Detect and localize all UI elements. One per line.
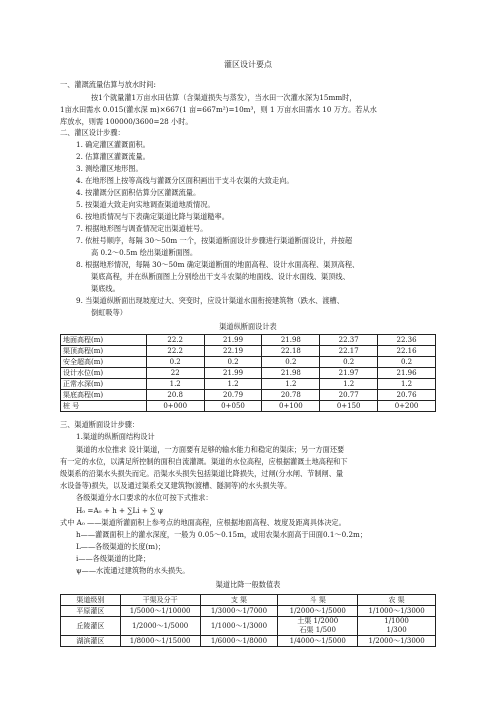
table-header-cell: 渠道级别: [61, 595, 121, 606]
section3-para-line: 有一定的水位，以满足所控制的面积自流灌溉。渠道的水位高程，应根据灌溉土地高程和下: [60, 457, 348, 466]
step-item: 6. 按地质情况与下表确定渠道比降与渠道糙率。: [76, 212, 229, 221]
table-header-cell: 斗 渠: [278, 595, 358, 606]
table-cell: 21.98: [262, 368, 320, 379]
table-cell: 21.98: [262, 335, 320, 346]
row-label-cell: 正常水深(m): [61, 379, 147, 390]
table-cell: 1/2000～1/5000: [120, 617, 200, 636]
table-cell: 20.76: [378, 390, 436, 401]
section3-subheading: 1.渠道的纵断面结构设计: [76, 432, 155, 441]
table-cell: 1.2: [378, 379, 436, 390]
table2-caption: 渠道比降一般数值表: [215, 580, 281, 589]
step-item: 7. 根据地形图与调查情况定出渠道桩号。: [76, 224, 208, 233]
table-cell: 1.2: [262, 379, 320, 390]
step-item: 2. 估算灌区灌溉流量。: [76, 152, 150, 161]
table-row: [61, 346, 436, 357]
section3-para-line: 渠道的水位推求 设计渠道，一方面要有足够的输水能力和稳定的渠床；另一方面还要: [76, 445, 345, 454]
table-cell: 22: [146, 368, 204, 379]
step-item: 9. 当渠道纵断面出现坡度过大、突变时，应设计渠道水面衔接建筑物（跌水、渡槽、: [76, 296, 344, 305]
table-row: [61, 617, 436, 636]
step-item: 8. 根据地形情况，每隔 30～50m 确定渠道断面的地面高程、设计水面高程、渠顶高程、: [76, 260, 360, 269]
step-item: 4. 在地形图上按等高线与灌溉分区面积画出干支斗农渠的大致走向。: [76, 176, 294, 185]
table-cell: 22.2: [146, 346, 204, 357]
table-cell: 21.99: [204, 335, 262, 346]
table-row: [61, 390, 436, 401]
table-row: [61, 379, 436, 390]
table-cell: 21.96: [378, 368, 436, 379]
table-cell: 0+000: [146, 401, 204, 412]
table-cell: 平原灌区: [61, 606, 121, 617]
table-cell: [278, 617, 358, 636]
row-label-cell: 桩 号: [61, 401, 147, 412]
table-cell: 1/3000～1/7000: [200, 606, 278, 617]
channel-slope-table: [60, 594, 436, 647]
table-cell: 0+200: [378, 401, 436, 412]
table-cell: 1/4000～1/5000: [278, 636, 358, 647]
cell-line: 1/1000: [384, 617, 409, 625]
step-item: 5. 按渠道大致走向实地调查渠道地质情况。: [76, 200, 215, 209]
table-cell: 1.2: [146, 379, 204, 390]
table-cell: 0.2: [320, 357, 378, 368]
table-cell: 0+100: [262, 401, 320, 412]
table-row: [61, 357, 436, 368]
table-cell: 22.37: [320, 335, 378, 346]
doc-title: 灌区设计要点: [224, 60, 272, 69]
step-item: 3. 测绘灌区地形图。: [76, 164, 143, 173]
table-cell: 1/2000～1/3000: [358, 636, 436, 647]
row-label-cell: 地面高程(m): [61, 335, 147, 346]
formula-definition: i——各级渠道的比降；: [76, 554, 151, 563]
formula-definition: 式中 A₀ ——渠道所灌面积上参考点的地面高程，应根据地面高程、坡度及距离具体决定。: [60, 518, 346, 527]
table-cell: 20.79: [204, 390, 262, 401]
table-cell: 0.2: [378, 357, 436, 368]
table-cell: 0.2: [262, 357, 320, 368]
table-cell: 1/1000～1/3000: [200, 617, 278, 636]
step-item: 渠底高程，并在纵断面图上分别绘出干支斗农渠的地面线、设计水面线、渠顶线、: [91, 272, 350, 281]
table-cell: 1/6000～1/8000: [200, 636, 278, 647]
table-row: [61, 595, 436, 606]
table1-caption: 渠道纵断面设计表: [219, 322, 277, 331]
table-cell: 21.99: [204, 368, 262, 379]
formula-definition: h——灌溉面积上的灌水深度，一般为 0.05～0.15m，或用农渠水面高于田面0.1～0.2m；: [76, 530, 368, 539]
step-item: 高 0.2～0.5m 绘出渠道断面图。: [91, 248, 198, 257]
table-cell: 1/5000～1/10000: [120, 606, 200, 617]
table-cell: 22.18: [262, 346, 320, 357]
step-item: 渠底线。: [91, 284, 120, 293]
table-cell: 22.19: [204, 346, 262, 357]
cell-line: 石渠 1/500: [299, 626, 336, 634]
table-cell: 22.17: [320, 346, 378, 357]
formula-definition: L——各级渠道的长度(m)；: [76, 542, 166, 551]
section1-para-line: 库放水，则需 100000/3600=28 小时。: [60, 117, 193, 126]
table-cell: 22.2: [146, 335, 204, 346]
table-cell: 0+150: [320, 401, 378, 412]
row-label-cell: 安全超高(m): [61, 357, 147, 368]
section1-para-line: 1亩水田需水 0.015(灌水深 m)×667(1 亩=667m²)=10m³，则 1 万亩水田需水 10 万方。若从水: [60, 105, 377, 114]
cell-line: 土渠 1/2000: [297, 617, 339, 625]
table-cell: 22.36: [378, 335, 436, 346]
step-item: 4. 按灌溉分区面积估算分区灌溉流量。: [76, 188, 201, 197]
row-label-cell: 设计水位(m): [61, 368, 147, 379]
section3-para-line: 各级渠道分水口要求的水位可按下式推求：: [76, 493, 213, 502]
section1-heading: 一、灌溉流量估算与放水时间:: [60, 80, 156, 89]
section3-para-line: 级渠系的沿渠水头损失而定。沿渠水头损失包括渠道比降损失，过闸(分水闸、节制闸、量: [60, 469, 344, 478]
table-row: [61, 401, 436, 412]
table-row: [61, 636, 436, 647]
table-cell: 20.8: [146, 390, 204, 401]
step-item: 7. 依桩号顺序，每隔 30～50m 一个，按渠道断面设计步骤进行渠道断面设计，并按超: [76, 236, 353, 245]
table-cell: 22.16: [378, 346, 436, 357]
table-cell: 0.2: [146, 357, 204, 368]
longitudinal-design-table: [60, 334, 436, 412]
section3-heading: 三、渠道断面设计步骤：: [60, 420, 140, 429]
table-cell: 1.2: [204, 379, 262, 390]
table-cell: 20.78: [262, 390, 320, 401]
table-cell: 21.97: [320, 368, 378, 379]
section2-heading: 二、灌区设计步骤：: [60, 128, 125, 137]
section1-para-line: 按1个就量灌1万亩水田估算（含渠道损失与蒸发），当水田一次灌水深为15mm时，: [91, 93, 357, 102]
table-header-cell: 支 渠: [200, 595, 278, 606]
table-cell: 1.2: [320, 379, 378, 390]
row-label-cell: 渠顶高程(m): [61, 346, 147, 357]
table-row: [61, 335, 436, 346]
formula-definition: ψ——水流通过建筑物的水头损失。: [76, 566, 190, 575]
table-row: [61, 606, 436, 617]
table-cell: 1/1000～1/3000: [358, 606, 436, 617]
step-item: 倒虹吸等）: [91, 308, 127, 317]
table-cell: 1/8000～1/15000: [120, 636, 200, 647]
table-cell: 0+050: [204, 401, 262, 412]
step-item: 1. 确定灌区灌溉面积。: [76, 140, 150, 149]
cell-line: 1/300: [386, 626, 407, 634]
table-cell: 丘陵灌区: [61, 617, 121, 636]
table-cell: 1/2000～1/5000: [278, 606, 358, 617]
row-label-cell: 渠底高程(m): [61, 390, 147, 401]
table-cell: 湖滨灌区: [61, 636, 121, 647]
table-cell: [358, 617, 436, 636]
table-cell: 0.2: [204, 357, 262, 368]
table-cell: 20.77: [320, 390, 378, 401]
table-header-cell: 农 渠: [358, 595, 436, 606]
table-row: [61, 368, 436, 379]
table-header-cell: 干渠及分干: [120, 595, 200, 606]
water-level-formula: H₀ =A₀ + h + ∑Li + ∑ ψ: [76, 506, 164, 515]
section3-para-line: 水设备等)损失，以及通过渠系交叉建筑物(渡槽、隧洞等)的水头损失等。: [60, 481, 292, 490]
